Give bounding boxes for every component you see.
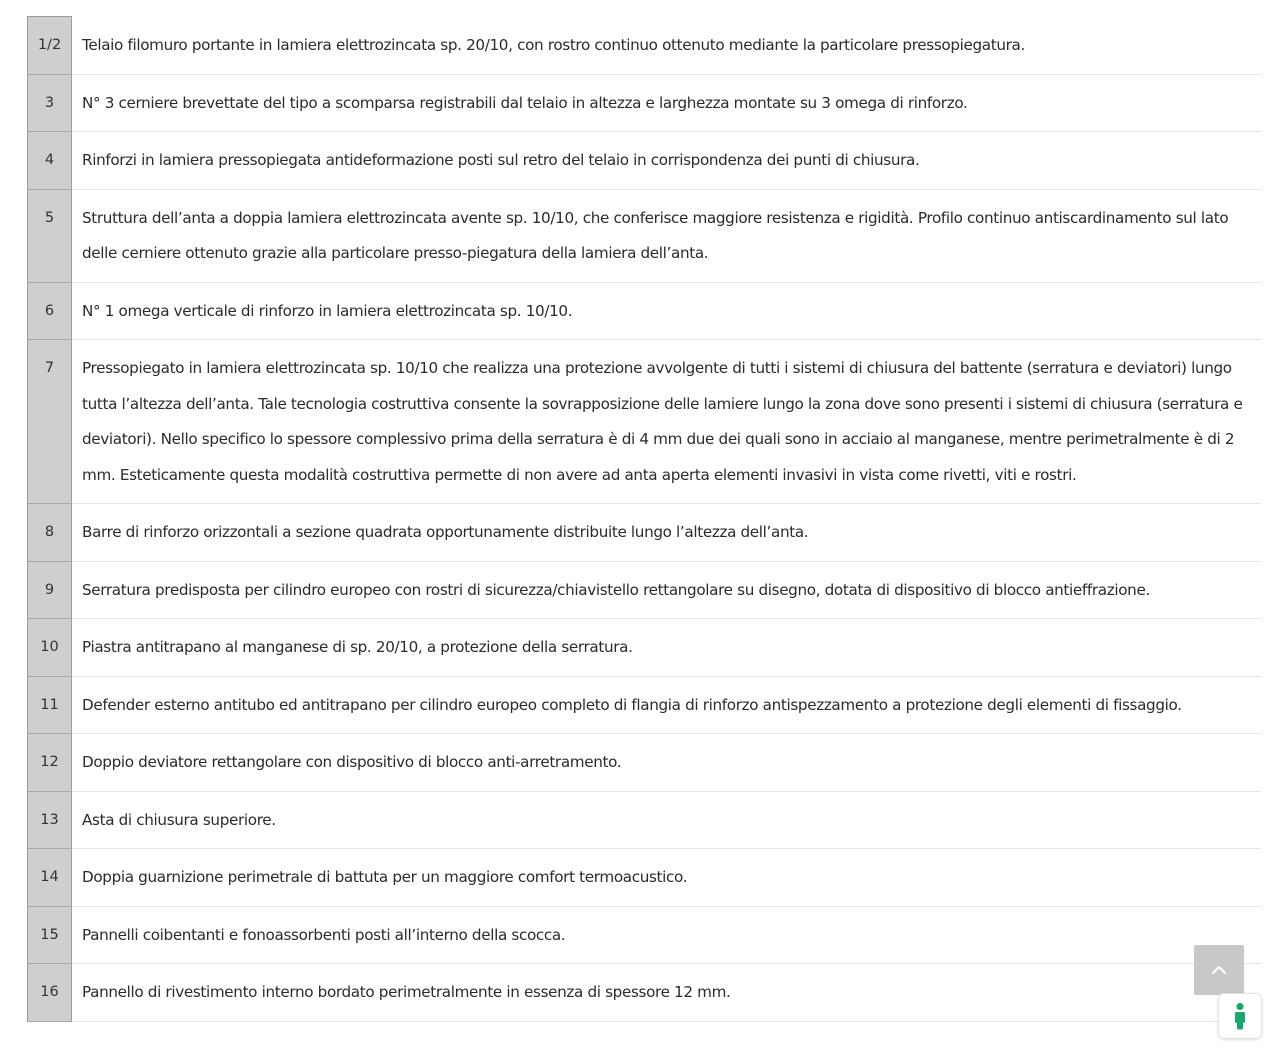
row-number: 11 [28,676,72,734]
table-row [28,504,1262,562]
row-number: 6 [28,282,72,340]
row-number: 1/2 [28,17,72,75]
row-description: Pannelli coibentanti e fonoassorbenti posti all’interno della scocca. [72,906,1262,964]
row-number: 16 [28,964,72,1022]
row-number: 15 [28,906,72,964]
row-description: Asta di chiusura superiore. [72,791,1262,849]
row-description: Pressopiegato in lamiera elettrozincata sp. 10/10 che realizza una protezione avvolgente di tutti i sistemi di chiusura del battente (serratura e deviatori) lungo tutta l’altezza dell’anta. Tale tecnologia costruttiva consente la sovrapposizione delle lamiere lungo la zona dove sono presenti i sistemi di chiusura (serratura e deviatori). Nello specifico lo spessore complessivo prima della serratura è di 4 mm due dei quali sono in acciaio al manganese, mentre perimetralmente è di 2 mm. Esteticamente questa modalità costruttiva permette di non avere ad anta aperta elementi invasivi in vista come rivetti, viti e rostri. [72,340,1262,504]
spec-table-body [28,17,1262,1022]
row-number: 8 [28,504,72,562]
row-description: Barre di rinforzo orizzontali a sezione quadrata opportunamente distribuite lungo l’altezza dell’anta. [72,504,1262,562]
row-description: Defender esterno antitubo ed antitrapano per cilindro europeo completo di flangia di rinforzo antispezzamento a protezione degli elementi di fissaggio. [72,676,1262,734]
table-row [28,964,1262,1022]
table-row [28,791,1262,849]
table-row [28,619,1262,677]
row-number: 10 [28,619,72,677]
table-row [28,282,1262,340]
row-description: N° 1 omega verticale di rinforzo in lamiera elettrozincata sp. 10/10. [72,282,1262,340]
row-number: 5 [28,189,72,282]
table-row [28,676,1262,734]
row-description: Rinforzi in lamiera pressopiegata antideformazione posti sul retro del telaio in corrispondenza dei punti di chiusura. [72,132,1262,190]
back-to-top-button[interactable] [1194,945,1244,995]
row-description: Doppia guarnizione perimetrale di battuta per un maggiore comfort termoacustico. [72,849,1262,907]
spec-table [27,16,1261,1022]
table-row [28,340,1262,504]
row-number: 12 [28,734,72,792]
row-description: Doppio deviatore rettangolare con dispositivo di blocco anti-arretramento. [72,734,1262,792]
row-description: Serratura predisposta per cilindro europeo con rostri di sicurezza/chiavistello rettangolare su disegno, dotata di dispositivo di blocco antieffrazione. [72,561,1262,619]
table-row [28,74,1262,132]
accessibility-button[interactable] [1218,993,1262,1039]
row-number: 3 [28,74,72,132]
table-row [28,849,1262,907]
row-number: 9 [28,561,72,619]
row-description: N° 3 cerniere brevettate del tipo a scomparsa registrabili dal telaio in altezza e larghezza montate su 3 omega di rinforzo. [72,74,1262,132]
row-description: Pannello di rivestimento interno bordato perimetralmente in essenza di spessore 12 mm. [72,964,1262,1022]
row-number: 14 [28,849,72,907]
table-row [28,561,1262,619]
accessibility-person-icon [1233,1002,1247,1030]
row-number: 7 [28,340,72,504]
table-row [28,189,1262,282]
table-row [28,17,1262,75]
row-description: Piastra antitrapano al manganese di sp. 20/10, a protezione della serratura. [72,619,1262,677]
row-description: Struttura dell’anta a doppia lamiera elettrozincata avente sp. 10/10, che conferisce maggiore resistenza e rigidità. Profilo continuo antiscardinamento sul lato delle cerniere ottenuto grazie alla particolare presso-piegatura della lamiera dell’anta. [72,189,1262,282]
table-row [28,906,1262,964]
row-number: 13 [28,791,72,849]
chevron-up-icon [1211,965,1227,975]
table-row [28,132,1262,190]
row-description: Telaio filomuro portante in lamiera elettrozincata sp. 20/10, con rostro continuo ottenuto mediante la particolare pressopiegatura. [72,17,1262,75]
table-row [28,734,1262,792]
row-number: 4 [28,132,72,190]
